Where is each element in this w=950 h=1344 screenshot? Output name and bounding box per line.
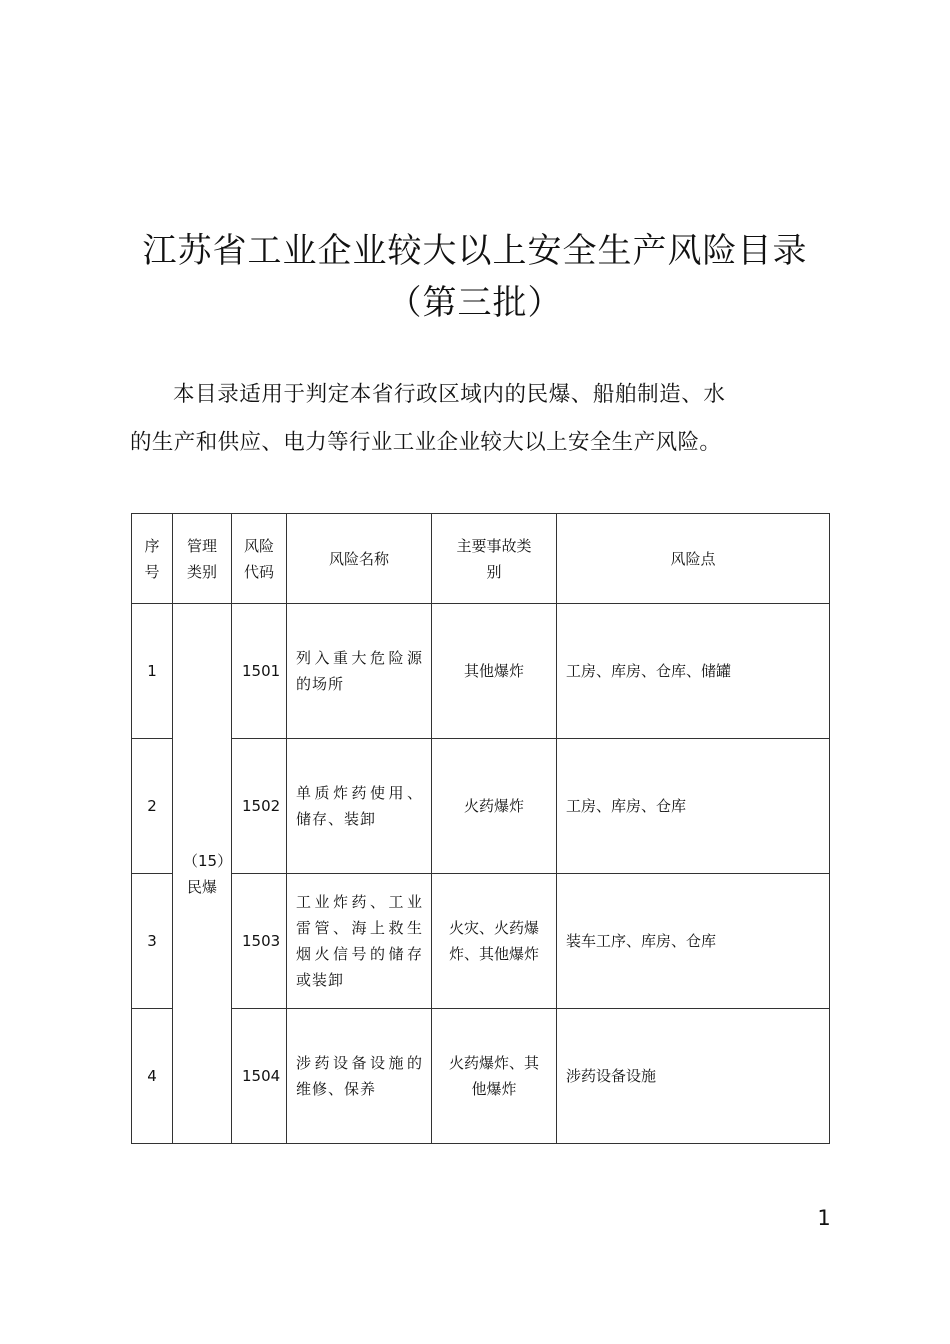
page-number: 1 — [817, 1206, 831, 1230]
risk-catalog-table — [131, 513, 830, 1144]
row-seq: 3 — [132, 874, 173, 1009]
table-header-row — [132, 514, 830, 604]
row-risk-name: 列入重大危险源的场所 — [287, 604, 432, 739]
row-seq: 1 — [132, 604, 173, 739]
header-accident-type: 主要事故类别 — [432, 514, 557, 604]
row-accident-type: 火灾、火药爆炸、其他爆炸 — [432, 874, 557, 1009]
document-title-line-1: 江苏省工业企业较大以上安全生产风险目录 — [142, 231, 808, 271]
table-row — [132, 1009, 830, 1144]
table-row — [132, 874, 830, 1009]
row-risk-code: 1502 — [232, 739, 287, 874]
header-seq: 序号 — [132, 514, 173, 604]
row-risk-points: 涉药设备设施 — [557, 1009, 830, 1144]
row-risk-points: 装车工序、库房、仓库 — [557, 874, 830, 1009]
row-risk-name: 工业炸药、工业雷管、海上救生烟火信号的储存或装卸 — [287, 874, 432, 1009]
header-management-category: 管理类别 — [173, 514, 232, 604]
row-risk-name: 涉药设备设施的维修、保养 — [287, 1009, 432, 1144]
row-accident-type: 其他爆炸 — [432, 604, 557, 739]
row-accident-type: 火药爆炸、其他爆炸 — [432, 1009, 557, 1144]
row-risk-points: 工房、库房、仓库 — [557, 739, 830, 874]
row-risk-code: 1503 — [232, 874, 287, 1009]
intro-paragraph-line-1: 本目录适用于判定本省行政区域内的民爆、船舶制造、水 — [173, 382, 726, 407]
header-risk-code: 风险代码 — [232, 514, 287, 604]
intro-paragraph-line-2: 的生产和供应、电力等行业工业企业较大以上安全生产风险。 — [130, 430, 722, 455]
management-category-cell: （15）民爆 — [173, 604, 232, 1144]
row-seq: 2 — [132, 739, 173, 874]
header-risk-points: 风险点 — [557, 514, 830, 604]
row-accident-type: 火药爆炸 — [432, 739, 557, 874]
document-title-line-2: （第三批） — [387, 283, 563, 323]
table-row — [132, 739, 830, 874]
table-row — [132, 604, 830, 739]
row-seq: 4 — [132, 1009, 173, 1144]
header-risk-name: 风险名称 — [287, 514, 432, 604]
row-risk-code: 1501 — [232, 604, 287, 739]
row-risk-name: 单质炸药使用、储存、装卸 — [287, 739, 432, 874]
row-risk-points: 工房、库房、仓库、储罐 — [557, 604, 830, 739]
row-risk-code: 1504 — [232, 1009, 287, 1144]
